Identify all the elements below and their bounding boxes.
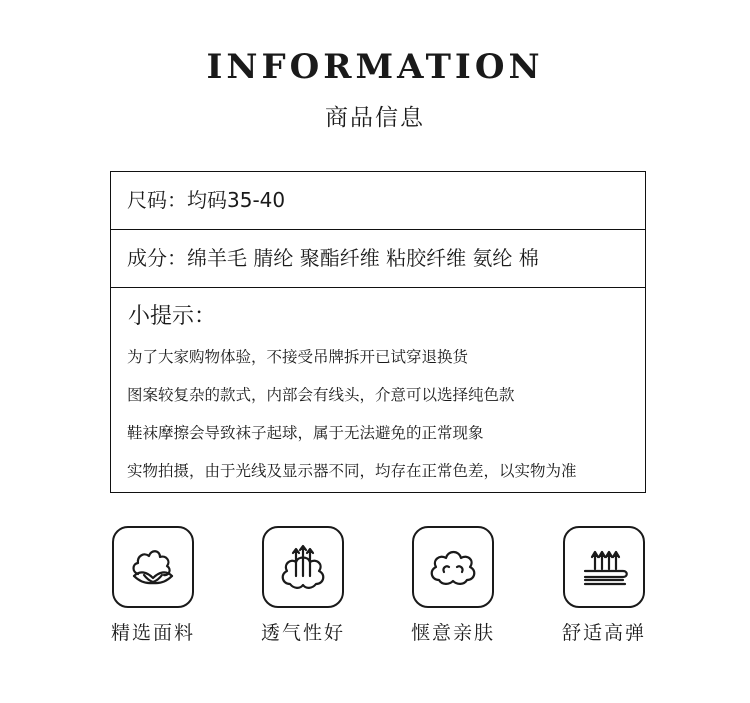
tip-item: 图案较复杂的款式，内部会有线头，介意可以选择纯色款	[127, 386, 515, 404]
cotton-flower-icon	[112, 526, 194, 608]
breathable-cloud-icon	[262, 526, 344, 608]
tip-item: 为了大家购物体验，不接受吊牌拆开已试穿退换货	[127, 348, 469, 366]
composition-row	[111, 230, 645, 288]
tip-item: 鞋袜摩擦会导致袜子起球，属于无法避免的正常现象	[127, 424, 484, 442]
title-cn: 商品信息	[325, 105, 425, 131]
feature-breathable	[248, 526, 358, 646]
feature-fabric	[98, 526, 208, 646]
feature-label: 惬意亲肤	[410, 622, 495, 644]
feature-label: 透气性好	[260, 622, 345, 644]
feature-elastic	[549, 526, 659, 646]
feature-skin-friendly	[398, 526, 508, 646]
composition-text: 成分：绵羊毛 腈纶 聚酯纤维 粘胶纤维 氨纶 棉	[127, 246, 539, 270]
tips-title: 小提示：	[128, 304, 217, 329]
title-en: INFORMATION	[206, 47, 544, 87]
size-text: 尺码：均码35-40	[127, 188, 286, 212]
tip-item: 实物拍摄，由于光线及显示器不同，均存在正常色差，以实物为准	[127, 462, 577, 480]
size-row	[111, 172, 645, 230]
info-table	[110, 171, 646, 493]
soft-cloud-icon	[412, 526, 494, 608]
elastic-layers-icon	[563, 526, 645, 608]
feature-label: 舒适高弹	[561, 622, 646, 644]
feature-label: 精选面料	[110, 622, 195, 644]
tips-section	[111, 288, 645, 492]
